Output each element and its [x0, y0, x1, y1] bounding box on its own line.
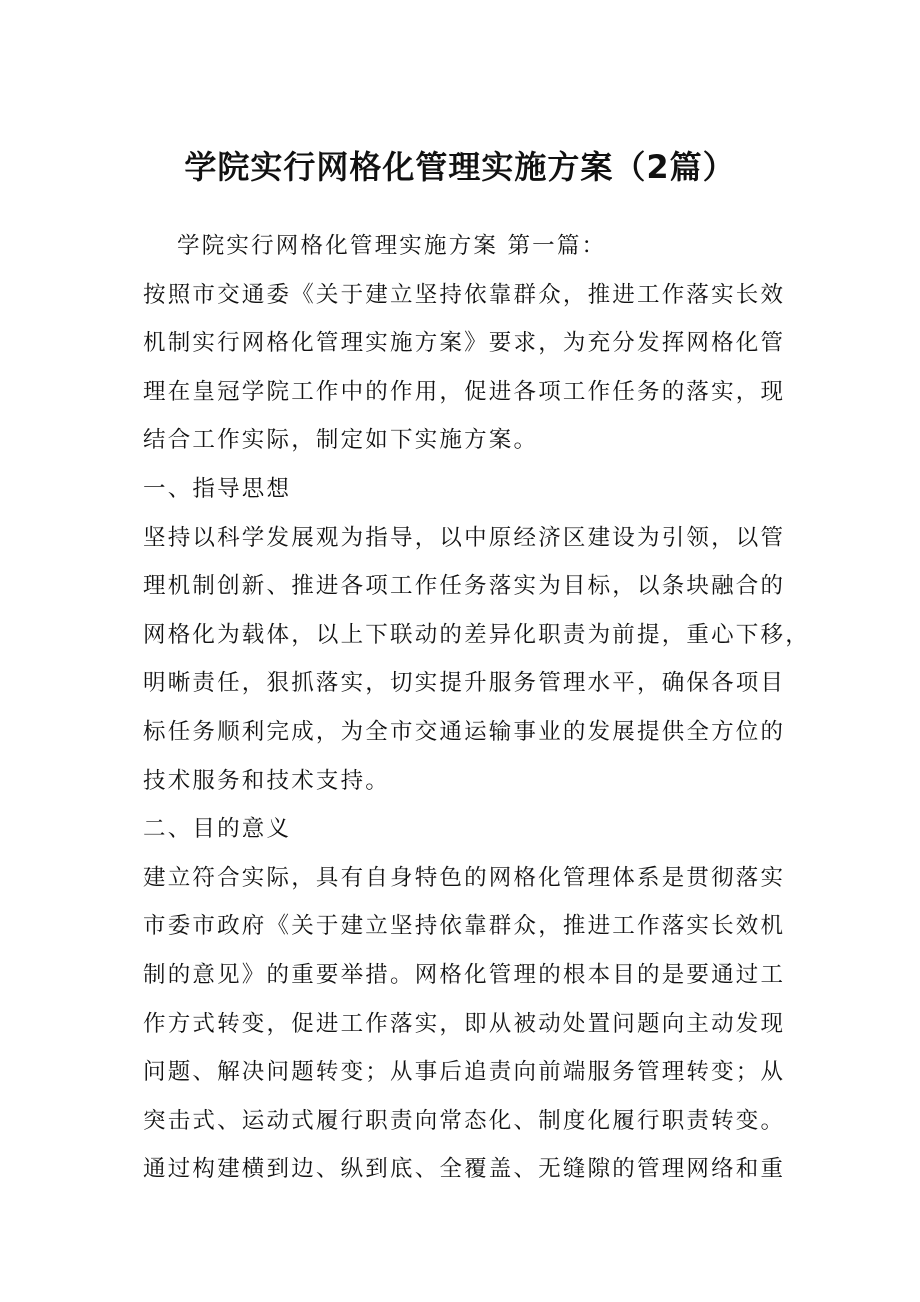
document-body [143, 222, 810, 1194]
body-line: 建立符合实际，具有自身特色的网格化管理体系是贯彻落实 [143, 864, 786, 891]
section-subtitle: 学院实行网格化管理实施方案 第一篇： [177, 233, 607, 259]
section-heading: 二、目的意义 [143, 816, 292, 843]
body-line: 按照市交通委《关于建立坚持依靠群众，推进工作落实长效 [143, 281, 786, 308]
body-line: 明晰责任，狠抓落实，切实提升服务管理水平，确保各项目 [143, 670, 786, 697]
body-line: 标任务顺利完成，为全市交通运输事业的发展提供全方位的 [143, 718, 786, 745]
body-line: 坚持以科学发展观为指导，以中原经济区建设为引领，以管 [143, 524, 786, 551]
document-title: 学院实行网格化管理实施方案（2篇） [184, 148, 736, 186]
body-line: 理在皇冠学院工作中的作用，促进各项工作任务的落实，现 [143, 378, 786, 405]
body-line: 技术服务和技术支持。 [143, 767, 391, 794]
body-line: 机制实行网格化管理实施方案》要求，为充分发挥网格化管 [143, 330, 786, 357]
body-line: 问题、解决问题转变；从事后追责向前端服务管理转变；从 [143, 1059, 786, 1086]
body-line: 制的意见》的重要举措。网格化管理的根本目的是要通过工 [143, 961, 786, 988]
body-line: 网格化为载体，以上下联动的差异化职责为前提，重心下移， [143, 621, 810, 648]
body-line: 突击式、运动式履行职责向常态化、制度化履行职责转变。 [143, 1107, 786, 1134]
body-line: 作方式转变，促进工作落实，即从被动处置问题向主动发现 [143, 1010, 786, 1037]
body-line: 结合工作实际，制定如下实施方案。 [143, 427, 539, 454]
body-line: 通过构建横到边、纵到底、全覆盖、无缝隙的管理网络和重 [143, 1156, 786, 1183]
body-line: 理机制创新、推进各项工作任务落实为目标，以条块融合的 [143, 573, 786, 600]
body-line: 市委市政府《关于建立坚持依靠群众，推进工作落实长效机 [143, 913, 786, 940]
section-heading: 一、指导思想 [143, 475, 292, 502]
